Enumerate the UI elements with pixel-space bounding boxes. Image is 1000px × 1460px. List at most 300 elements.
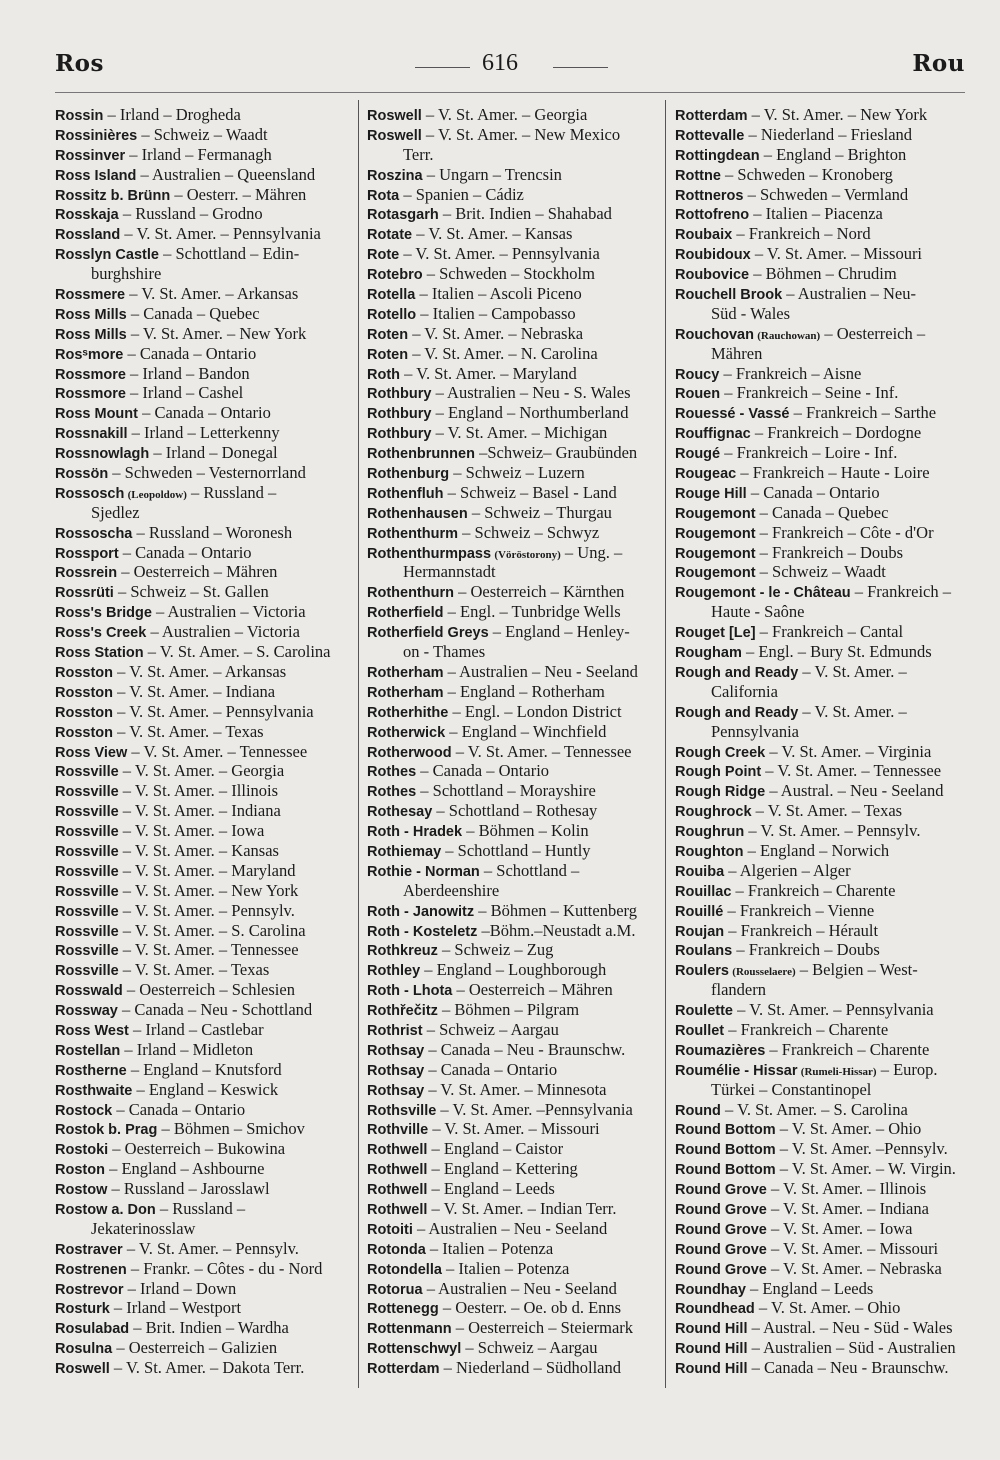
entry-location: – Schweiz – St. Gallen [117, 582, 269, 602]
entry-location: – Canada – Ontario [750, 482, 880, 502]
entry-headword: Rotondella [367, 1261, 442, 1278]
entry-headword: Rotebro [367, 267, 423, 284]
entry-line-text [55, 582, 269, 602]
entry-line [675, 1020, 965, 1040]
entry [675, 1159, 965, 1179]
entry [55, 881, 351, 901]
entry-line [675, 364, 965, 384]
entry-line [675, 105, 965, 125]
entry-headword: Rosulabad [55, 1321, 130, 1338]
entry-headword: Rough Ridge [675, 784, 766, 801]
entry-line [55, 662, 351, 682]
entry [367, 801, 659, 821]
entry-line [55, 125, 351, 145]
entry-headword: Rotherfield [367, 605, 444, 622]
entry-location: – V. St. Amer. – Missouri [770, 1238, 939, 1258]
entry-line [367, 284, 659, 304]
entry-line-text [675, 165, 893, 185]
entry-line-text [675, 125, 912, 145]
entry-line-text [55, 185, 306, 205]
entry-line-text [367, 1259, 569, 1279]
entry-line [55, 1358, 351, 1378]
entry-headword: Rougemont [675, 545, 756, 562]
entry-location: – England – Rotherham [447, 681, 605, 701]
entry [55, 1159, 351, 1179]
entry-line [675, 1179, 965, 1199]
entry-location: – V. St. Amer. – Nebraska [412, 323, 584, 343]
entry [675, 403, 965, 423]
entry-line [675, 1259, 965, 1279]
entry-location: – V. St. Amer. – Missouri [432, 1119, 600, 1139]
entry [367, 503, 659, 523]
entry-line [675, 523, 965, 543]
entry-headword: Rossville [55, 923, 119, 940]
entry-line-text [55, 364, 250, 384]
entry-line-text [675, 1020, 888, 1040]
entry-continuation-line [675, 602, 965, 622]
entry-continuation: Jekaterinosslaw [91, 1218, 196, 1238]
entry-headword: Rough and Ready [675, 664, 799, 681]
entry-line [367, 1159, 659, 1179]
entry-line-text [675, 224, 871, 244]
entry-continuation: Mähren [711, 343, 763, 363]
entry [55, 463, 351, 483]
entry-location: – Schweden – Vermland [747, 184, 909, 204]
entry-line [367, 960, 659, 980]
entry [367, 483, 659, 503]
entry-headword: Roumazières [675, 1042, 766, 1059]
entry-line-text [675, 1060, 938, 1080]
entry-headword: Roundhead [675, 1301, 755, 1318]
entry-line [367, 185, 659, 205]
entry-line-text [675, 185, 908, 205]
entry-line-text [367, 980, 613, 1000]
entry-line-text [55, 1259, 322, 1279]
entry [675, 224, 965, 244]
entry [55, 921, 351, 941]
entry-line-text [675, 483, 880, 503]
entry [675, 284, 965, 324]
entry-line [675, 742, 965, 762]
entry-location: – Canada – Ontario [142, 403, 271, 423]
entry [367, 1338, 659, 1358]
entry-line [55, 383, 351, 403]
entry-line-text [675, 622, 903, 642]
entry-headword: Round Bottom [675, 1142, 776, 1159]
entry-location: – Belgien – West- [799, 960, 918, 980]
entry-line [55, 284, 351, 304]
entry-line-text [675, 503, 888, 523]
entry-line [55, 562, 351, 582]
entry-line [675, 503, 965, 523]
entry-location: – V. St. Amer. – [802, 661, 907, 681]
entry [55, 1119, 351, 1139]
entry-line [55, 702, 351, 722]
entry-headword: Rosskaja [55, 207, 119, 224]
entry-location: – England – Brighton [763, 144, 907, 164]
entry [367, 682, 659, 702]
entry-location: – V. St. Amer. – W. Virgin. [779, 1159, 956, 1179]
entry-line-text [55, 821, 264, 841]
entry-line [367, 1318, 659, 1338]
entry-line-text [367, 344, 598, 364]
entry-headword: Rosston [55, 684, 113, 701]
entry-line [367, 1338, 659, 1358]
entry-location: – Frankreich – Côte - d'Or [759, 522, 934, 542]
entry-headword: Round Grove [675, 1241, 767, 1258]
entry [55, 841, 351, 861]
entry-headword: Ross West [55, 1022, 129, 1039]
entry-location: – Canada – Neu - Braunschw. [751, 1358, 949, 1378]
entry-location: – Schweden – Vesternorrland [112, 463, 306, 483]
entry [55, 742, 351, 762]
entry-line [55, 483, 351, 503]
entry-location: – V. St. Amer. – [802, 701, 907, 721]
entry-headword: Rosston [55, 664, 113, 681]
entry-line [55, 1259, 351, 1279]
entry-headword: Rossland [55, 227, 121, 244]
entry-line [367, 821, 659, 841]
entry-line [367, 105, 659, 125]
entry-location: – Austral. – Neu - Süd - Wales [751, 1318, 953, 1338]
entry-line [367, 403, 659, 423]
entry-line [675, 383, 965, 403]
entry [55, 980, 351, 1000]
entry [367, 940, 659, 960]
entry [367, 921, 659, 941]
entry-line [675, 483, 965, 503]
entry-headword: Roth - Kosteletz [367, 923, 478, 940]
entry-line-text [675, 662, 907, 682]
entry [675, 940, 965, 960]
entry-line-text [55, 921, 306, 941]
entry-headword: Rothsay [367, 1042, 425, 1059]
entry-headword: Rothsay [367, 1082, 425, 1099]
entry-line-text [367, 1358, 621, 1378]
entry [675, 1239, 965, 1259]
entry-location: – Canada – Ontario [127, 343, 257, 363]
entry-headword: Rothenfluh [367, 485, 444, 502]
entry-line [55, 602, 351, 622]
entry-line-text [675, 582, 951, 602]
entry [675, 841, 965, 861]
entry-line [55, 1338, 351, 1358]
entry-line [367, 443, 659, 463]
entry [675, 1199, 965, 1219]
entry-line-text [367, 1179, 555, 1199]
entry-location: – Russland – [159, 1198, 246, 1218]
entry [675, 1259, 965, 1279]
entry-line [675, 1338, 965, 1358]
entry-location: – V. St. Amer. – Nebraska [770, 1258, 942, 1278]
entry [367, 284, 659, 304]
entry-continuation-line [367, 145, 659, 165]
entry [55, 443, 351, 463]
entry [675, 105, 965, 125]
entry-headword: Rouillé [675, 903, 724, 920]
entry-headword: Rotorua [367, 1281, 423, 1298]
entry-location: – Schottland – Rothesay [436, 801, 598, 821]
entry-line-text [675, 1159, 956, 1179]
entry-location: – Frankreich – Doubs [759, 542, 904, 562]
entry-headword: Rossmore [55, 386, 126, 403]
entry [367, 1279, 659, 1299]
entry-headword: Rosston [55, 724, 113, 741]
entry-line [675, 1358, 965, 1378]
entry-line [367, 901, 659, 921]
entry-headword: Rossville [55, 784, 119, 801]
entry-headword: Rougemont [675, 565, 756, 582]
entry-continuation: Aberdeenshire [403, 880, 500, 900]
entry-line-text [367, 383, 631, 403]
entry-line-text [367, 940, 553, 960]
entry-headword: Roth - Hradek [367, 824, 463, 841]
entry-line [367, 483, 659, 503]
entry-location: – Austral. – Neu - Seeland [769, 781, 944, 801]
entry-headword: Rosˢmore [55, 346, 124, 363]
entry [55, 403, 351, 423]
entry-line [367, 702, 659, 722]
entry-headword: Roullet [675, 1022, 725, 1039]
entry-line-text [55, 562, 277, 582]
entry-line [55, 642, 351, 662]
entry-line-text [367, 324, 583, 344]
entry [675, 642, 965, 662]
entry [675, 1338, 965, 1358]
entry-line [367, 582, 659, 602]
entry-line-text [367, 165, 562, 185]
entry-headword: Rottne [675, 167, 721, 184]
entry-headword: Rouillac [675, 883, 732, 900]
entry-line [675, 443, 965, 463]
entry-line [675, 1119, 965, 1139]
entry-line-text [675, 1100, 908, 1120]
entry-line-text [675, 562, 886, 582]
entry-line [55, 1318, 351, 1338]
entry-line-text [367, 602, 621, 622]
entry [55, 1080, 351, 1100]
entry-line-text [55, 622, 300, 642]
entry-headword: Rotonda [367, 1241, 426, 1258]
entry-location: – V. St. Amer. – Tennessee [765, 761, 942, 781]
entry-location: – Schweiz – Schwyz [462, 522, 600, 542]
entry-headword: Rothes [367, 784, 417, 801]
entry [367, 722, 659, 742]
entry-line [675, 204, 965, 224]
entry-line [367, 1298, 659, 1318]
entry [675, 702, 965, 742]
entry-line-text [367, 543, 622, 563]
entry-line [55, 901, 351, 921]
entry-line [675, 821, 965, 841]
entry-line-text [367, 722, 606, 742]
entry [367, 1219, 659, 1239]
entry-location: – V. St. Amer. – Virginia [769, 741, 932, 761]
entry [367, 761, 659, 781]
entry-line-text [367, 284, 582, 304]
entry-line [55, 1239, 351, 1259]
entry [367, 1318, 659, 1338]
entry [367, 821, 659, 841]
entry-continuation-line [367, 642, 659, 662]
entry-line [367, 523, 659, 543]
entry [675, 264, 965, 284]
entry-headword: Rothwell [367, 1182, 428, 1199]
entry-location: – Schweden – Kronoberg [725, 164, 893, 184]
entry [675, 244, 965, 264]
entry-line [675, 622, 965, 642]
entry-line-text [367, 960, 606, 980]
entry-location: – Algerien – Alger [728, 860, 851, 880]
entry-location: – Canada – Ontario [420, 761, 550, 781]
entry-line [55, 881, 351, 901]
entry-location: – Irland – Bandon [130, 363, 250, 383]
entry [55, 383, 351, 403]
entry-continuation: burghshire [91, 264, 162, 284]
entry-line [675, 1159, 965, 1179]
entry-headword: Round Grove [675, 1201, 767, 1218]
entry-line [367, 980, 659, 1000]
entry [55, 582, 351, 602]
entry-line [55, 523, 351, 543]
entry-headword: Rottevalle [675, 127, 745, 144]
entry-headword: Ross's Creek [55, 625, 147, 642]
entry-line-text [675, 901, 874, 921]
entry-line-text [675, 204, 883, 224]
entry-headword: Rothsay [367, 1062, 425, 1079]
entry-line [675, 1100, 965, 1120]
entry [55, 1338, 351, 1358]
entry-line-text [55, 344, 256, 364]
entry-headword: Roubovice [675, 267, 750, 284]
entry-continuation-line [675, 304, 965, 324]
entry-line-text [55, 1040, 253, 1060]
entry [55, 940, 351, 960]
entry-line [367, 742, 659, 762]
entry [367, 742, 659, 762]
entry-headword: Rouen [675, 386, 721, 403]
entry-line-text [55, 1119, 305, 1139]
entry-location: – England – Norwich [747, 840, 890, 860]
entry [55, 324, 351, 344]
entry-headword: Ross Mills [55, 326, 127, 343]
entry-line [675, 1318, 965, 1338]
entry-headword: Rossin [55, 108, 104, 124]
entry-line [367, 324, 659, 344]
entry-headword: Rouge Hill [675, 485, 747, 502]
entry-line-text [675, 244, 922, 264]
entry-line-text [367, 1159, 578, 1179]
entry-line [675, 165, 965, 185]
entry-line-text [675, 284, 916, 304]
entry [367, 463, 659, 483]
entry-line-text [675, 781, 943, 801]
entry [367, 1159, 659, 1179]
entry-line [675, 463, 965, 483]
entry-line [367, 801, 659, 821]
entry-location: – Frankr. – Côtes - du - Nord [130, 1258, 323, 1278]
entry [55, 543, 351, 563]
entry-line [367, 940, 659, 960]
entry [367, 781, 659, 801]
page-number: 616 [482, 50, 518, 76]
entry-line [675, 244, 965, 264]
entry [367, 125, 659, 165]
entry [367, 602, 659, 622]
entry-headword: Rougham [675, 645, 742, 662]
entry-headword: Roulers [675, 963, 729, 980]
entry-line-text [55, 463, 306, 483]
entry-location: – Italien – Ascoli Piceno [419, 284, 582, 304]
entry [55, 722, 351, 742]
entry-line [55, 185, 351, 205]
entry [367, 980, 659, 1000]
entry-continuation: Hermannstadt [403, 562, 496, 582]
entry-line [55, 722, 351, 742]
entry-line [675, 403, 965, 423]
entry [675, 821, 965, 841]
entry-continuation: Türkei – Constantinopel [711, 1079, 872, 1099]
entry-line-text [367, 702, 622, 722]
entry-headword: Round Bottom [675, 1162, 776, 1179]
entry-location: – V. St. Amer. – Kansas [416, 224, 573, 244]
entry-line [675, 702, 965, 722]
entry-line-text [675, 364, 861, 384]
entry-line-text [675, 1318, 953, 1338]
entry-headword: Roth [367, 366, 401, 383]
entry-location: – England – Leeds [750, 1278, 874, 1298]
entry-location: – Schweiz – Thurgau [471, 502, 612, 522]
entry-headword: Rothesay [367, 804, 433, 821]
entry-location: – Schottland – Edin- [163, 244, 300, 264]
entry-headword: Rotherham [367, 684, 444, 701]
entry-headword: Rostrenen [55, 1261, 127, 1278]
entry-line-text [55, 1239, 299, 1259]
entry-continuation-line [55, 1219, 351, 1239]
entry-line-text [675, 1040, 929, 1060]
entry-line-text [367, 582, 624, 602]
entry-line-text [675, 543, 903, 563]
entry-line-text [55, 125, 268, 145]
entry-headword: Rostraver [55, 1241, 123, 1258]
entry [675, 960, 965, 1000]
entry-headword: Rossville [55, 843, 119, 860]
entry-headword: Rothsville [367, 1102, 437, 1119]
entry [675, 1139, 965, 1159]
entry-headword: Rossoscha [55, 525, 133, 542]
entry-location: – V. St. Amer. – Texas [755, 801, 903, 821]
entry-alt-name: (Rauchowan) [757, 329, 821, 342]
entry-line-text [367, 304, 576, 324]
entry-headword: Rothville [367, 1122, 429, 1139]
entry-location: – Schottland – Huntly [445, 840, 591, 860]
entry-line-text [367, 264, 595, 284]
entry-line-text [55, 841, 279, 861]
entry-line [675, 1219, 965, 1239]
entry-location: – Frankreich – Haute - Loire [740, 463, 930, 483]
entry-headword: Roumélie - Hissar [675, 1062, 798, 1079]
entry [675, 921, 965, 941]
entry-headword: Rossway [55, 1003, 118, 1020]
entry-headword: Roundhay [675, 1281, 746, 1298]
entry-location: – England – Leeds [431, 1179, 555, 1199]
entry-location: – Schweiz – Aargau [426, 1019, 559, 1039]
entry-headword: Rotterdam [675, 108, 748, 124]
entry [55, 344, 351, 364]
entry [367, 324, 659, 344]
entry [675, 761, 965, 781]
entry [55, 1060, 351, 1080]
